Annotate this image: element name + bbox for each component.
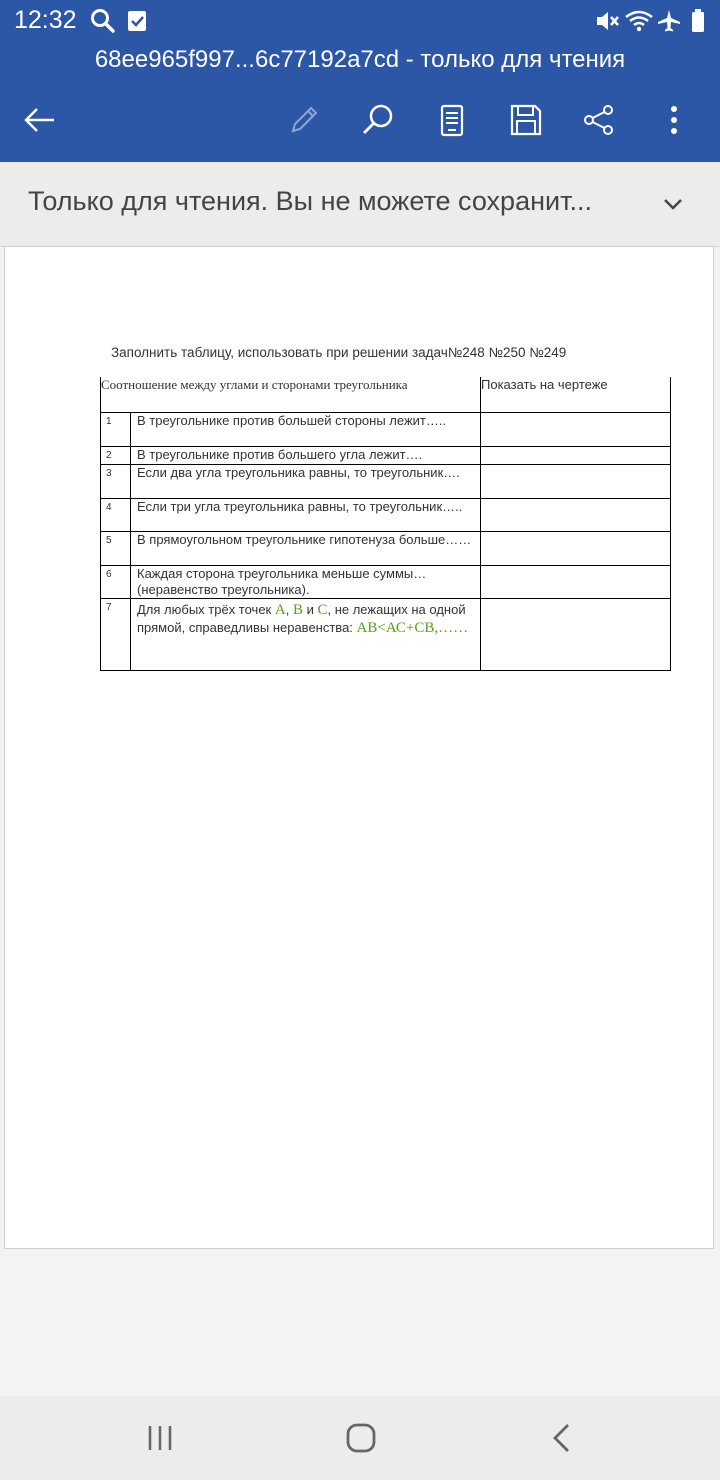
table-row (101, 412, 671, 446)
wifi-icon (624, 8, 654, 39)
drawing-cell (481, 565, 671, 598)
row-text: В треугольнике против большей стороны лежит….. (131, 412, 481, 446)
back-arrow-icon (22, 102, 58, 138)
drawing-cell (481, 412, 671, 446)
document-title: 68ee965f997...6c77192a7cd - только для чтения (94, 46, 626, 73)
pencil-icon (286, 102, 322, 138)
row-text: Каждая сторона треугольника меньше суммы…(неравенство треугольника). (131, 565, 481, 598)
row-text: В треугольнике против большего угла лежит…. (131, 446, 481, 464)
row-number: 7 (101, 598, 131, 670)
row7-text-1: Для любых трёх точек (137, 601, 275, 617)
row7-text-2: , не лежащих на одной прямой, справедливы неравенства: (137, 601, 466, 635)
share-button[interactable] (577, 98, 621, 142)
find-button[interactable] (356, 98, 400, 142)
row7-sep-2: и (302, 601, 318, 617)
document-intro: Заполнить таблицу, использовать при решении задач№248 №250 №249 (111, 345, 567, 360)
point-b: В (292, 601, 303, 618)
row-number: 6 (101, 565, 131, 598)
row-number: 5 (101, 531, 131, 565)
row-text (131, 598, 481, 670)
recent-apps-icon (144, 1422, 176, 1454)
task-check-icon (127, 8, 149, 39)
search-icon (360, 102, 396, 138)
chevron-left-icon (547, 1422, 579, 1454)
home-button[interactable] (339, 1416, 383, 1460)
row-text: Если два угла треугольника равны, то треугольник…. (131, 464, 481, 498)
table-header-row (101, 377, 671, 412)
table-row (101, 464, 671, 498)
airplane-icon (656, 8, 682, 39)
battery-icon (690, 8, 706, 39)
document-table (100, 377, 671, 671)
app-header (0, 0, 720, 162)
banner-expand-button[interactable] (655, 186, 691, 222)
system-back-button[interactable] (541, 1416, 585, 1460)
point-c: С (317, 601, 328, 618)
row-text: В прямоугольном треугольнике гипотенуза больше…… (131, 531, 481, 565)
header-relation: Соотношение между углами и сторонами треугольника (101, 377, 481, 412)
chevron-down-icon (655, 186, 691, 222)
row-text: Если три угла треугольника равны, то треугольник….. (131, 498, 481, 531)
search-icon (90, 8, 116, 39)
read-only-banner[interactable] (0, 162, 720, 247)
row7-sep-1: , (285, 601, 293, 617)
drawing-cell (481, 498, 671, 531)
mobile-view-icon (434, 102, 470, 138)
triangle-inequality: АВ<АС+СВ,…… (356, 619, 469, 636)
save-icon (508, 102, 544, 138)
save-button[interactable] (504, 98, 548, 142)
home-icon (344, 1421, 378, 1455)
row-number: 1 (101, 412, 131, 446)
table-row (101, 498, 671, 531)
drawing-cell (481, 446, 671, 464)
table-row (101, 531, 671, 565)
more-vertical-icon (656, 102, 692, 138)
header-drawing: Показать на чертеже (481, 377, 671, 412)
back-button[interactable] (18, 98, 62, 142)
share-icon (581, 102, 617, 138)
recent-apps-button[interactable] (138, 1416, 182, 1460)
system-nav-bar (0, 1396, 720, 1480)
edit-button[interactable] (282, 98, 326, 142)
document-page[interactable] (4, 246, 714, 1249)
table-row (101, 565, 671, 598)
mobile-view-button[interactable] (430, 98, 474, 142)
banner-text: Только для чтения. Вы не можете сохранит... (28, 186, 592, 216)
row-number: 2 (101, 446, 131, 464)
status-bar (0, 0, 720, 44)
point-a: А (274, 601, 286, 618)
row-number: 3 (101, 464, 131, 498)
drawing-cell (481, 464, 671, 498)
table-row (101, 598, 671, 670)
row-number: 4 (101, 498, 131, 531)
drawing-cell (481, 598, 671, 670)
mute-icon (594, 8, 620, 39)
drawing-cell (481, 531, 671, 565)
table-row (101, 446, 671, 464)
more-options-button[interactable] (652, 98, 696, 142)
status-time: 12:32 (14, 6, 77, 34)
